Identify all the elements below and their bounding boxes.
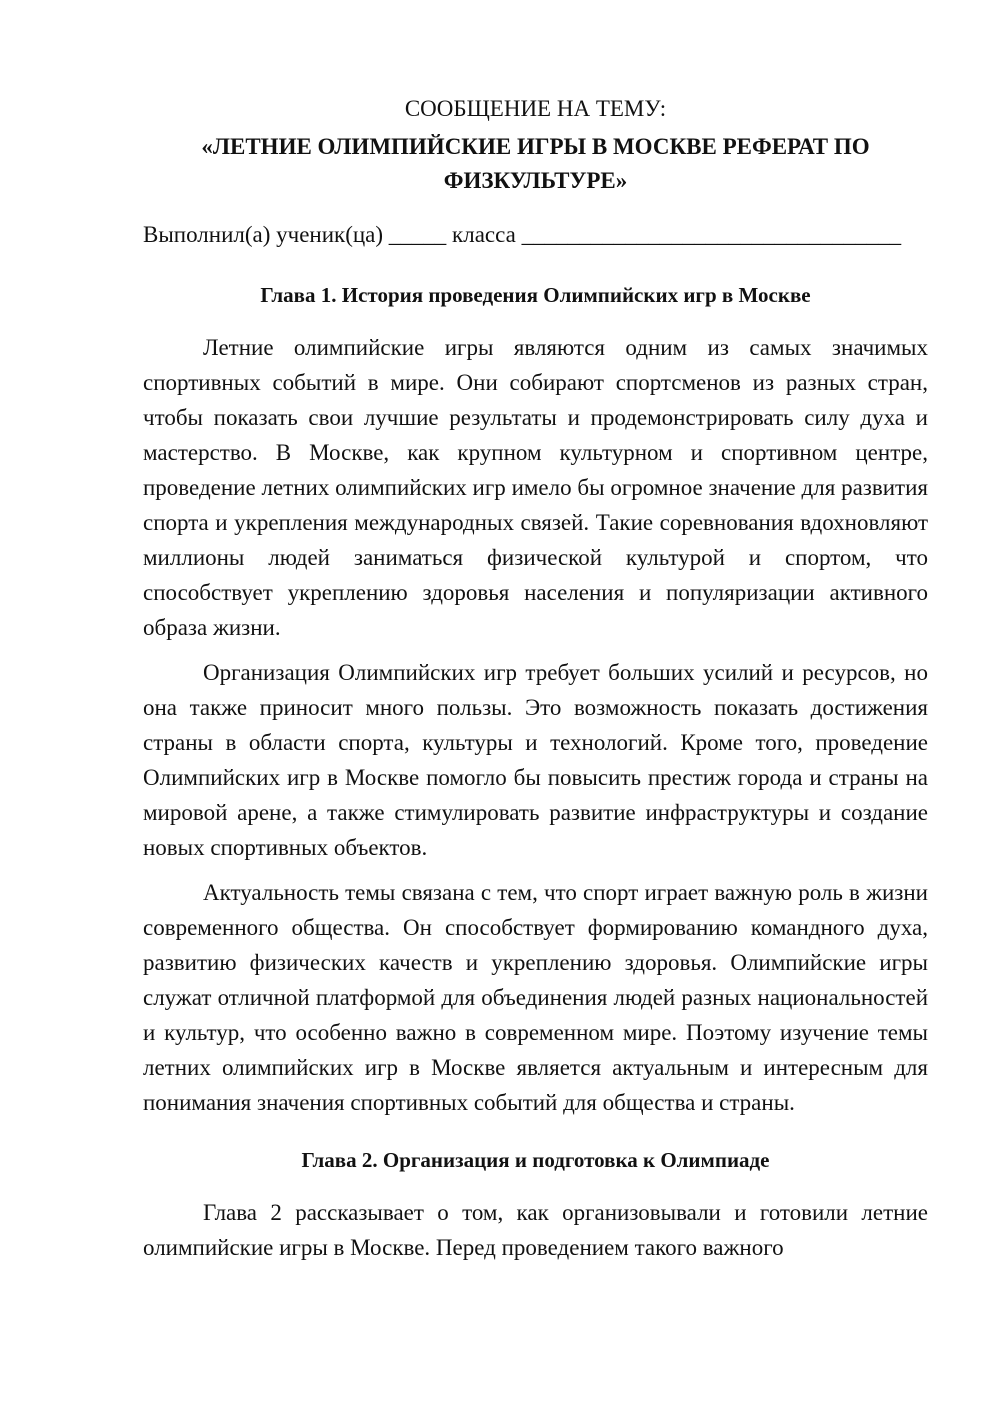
chapter-1-paragraph-1: Летние олимпийские игры являются одним из самых значимых спортивных событий в мире. Они собирают спортсменов из разных стран, чтобы показать свои лучшие результаты и продемонстрировать силу духа и мастерство. В Москве, как крупном культурном и спортивном центре, проведение летних олимпийских игр имело бы огромное значение для развития спорта и укрепления международных связей. Такие соревнования вдохновляют миллионы людей заниматься физической культурой и спортом, что способствует укреплению здоровья населения и популяризации активного образа жизни. <box>143 335 928 640</box>
chapter-2-heading: Глава 2. Организация и подготовка к Олимпиаде <box>301 1148 770 1172</box>
chapter-1-paragraph-2: Организация Олимпийских игр требует больших усилий и ресурсов, но она также приносит много пользы. Это возможность показать достижения страны в области спорта, культуры и технологий. Кроме того, проведение Олимпийских игр в Москве помогло бы повысить престиж города и страны на мировой арене, а также стимулировать развитие инфраструктуры и создание новых спортивных объектов. <box>143 660 928 860</box>
document-title: «ЛЕТНИЕ ОЛИМПИЙСКИЕ ИГРЫ В МОСКВЕ РЕФЕРАТ ПО ФИЗКУЛЬТУРЕ» <box>201 134 870 193</box>
document-page <box>143 92 928 1265</box>
chapter-1-paragraph-3: Актуальность темы связана с тем, что спорт играет важную роль в жизни современного общества. Он способствует формированию командного духа, развитию физических качеств и укреплению здоровья. Олимпийские игры служат отличной платформой для объединения людей разных национальностей и культур, что особенно важно в современном мире. Поэтому изучение темы летних олимпийских игр в Москве является актуальным и интересным для понимания значения спортивных событий для общества и страны. <box>143 880 928 1115</box>
chapter-1-heading: Глава 1. История проведения Олимпийских игр в Москве <box>260 283 811 307</box>
author-line: Выполнил(а) ученик(ца) _____ класса _________________________________ <box>143 222 902 247</box>
chapter-2-paragraph-1: Глава 2 рассказывает о том, как организовывали и готовили летние олимпийские игры в Москве. Перед проведением такого важного <box>143 1200 928 1260</box>
document-label: СООБЩЕНИЕ НА ТЕМУ: <box>404 96 667 121</box>
